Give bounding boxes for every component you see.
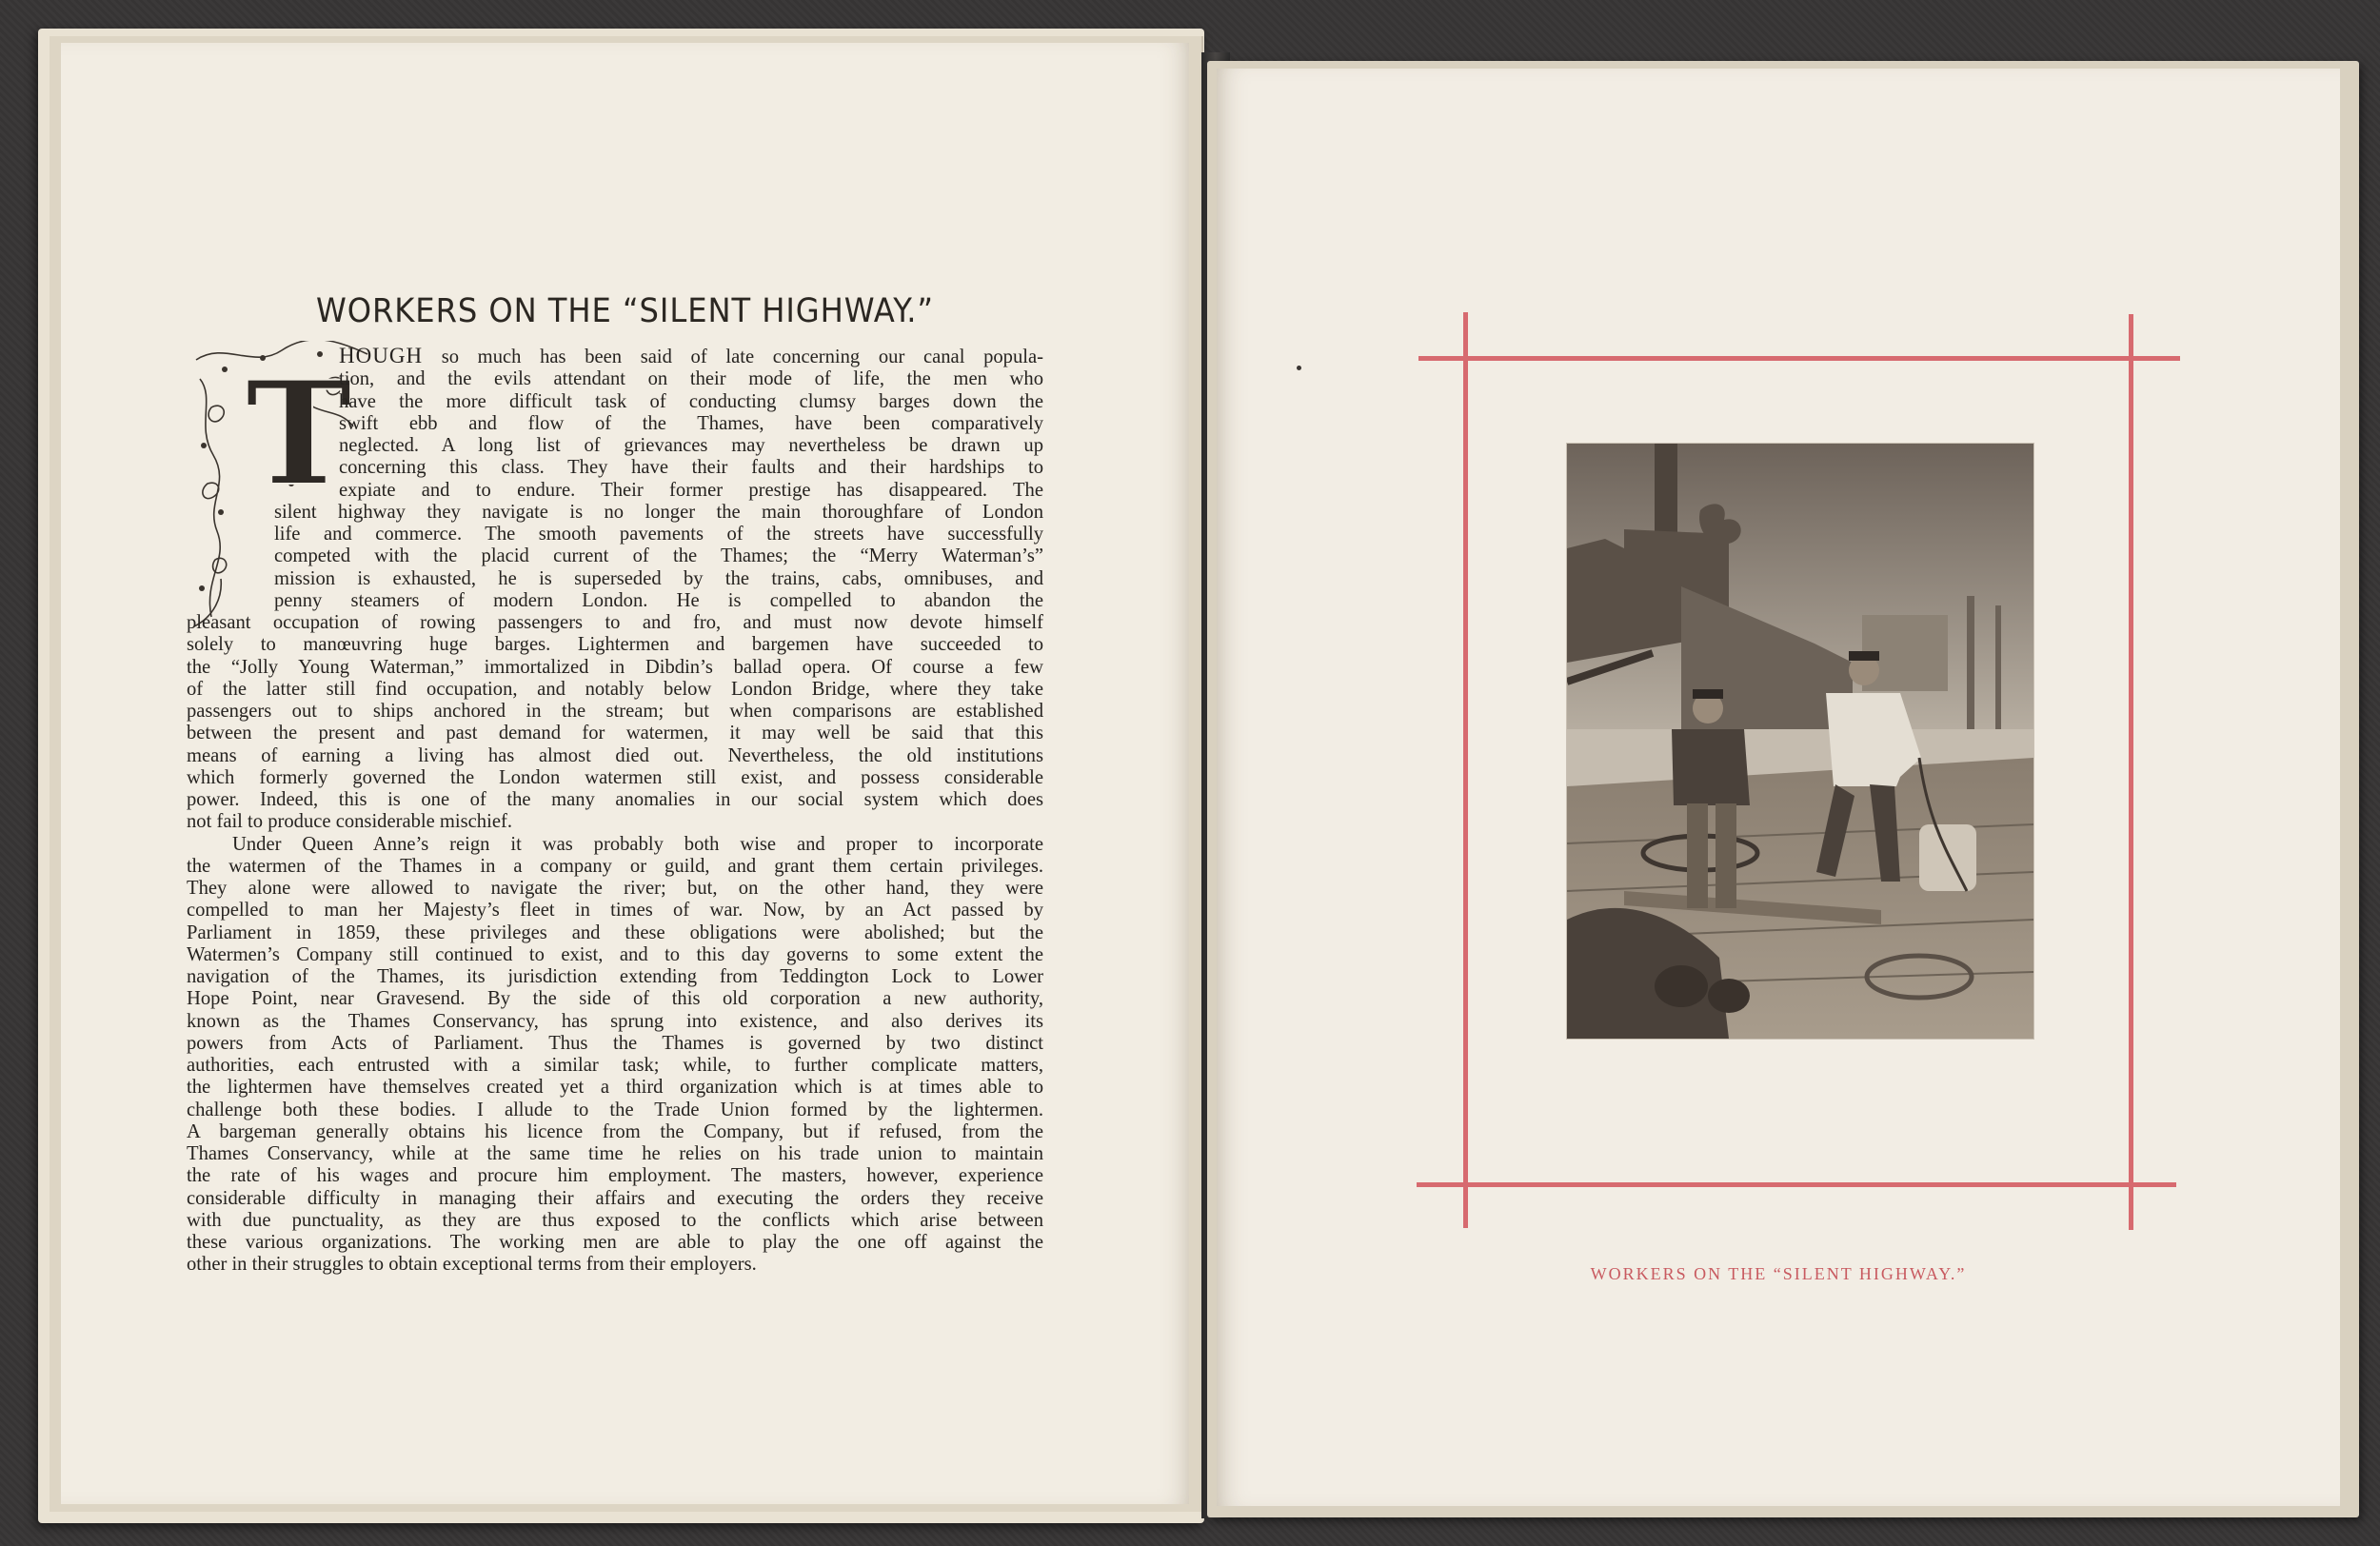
body-line: which formerly governed the London watermen still exist, and possess considerable	[187, 766, 1043, 788]
body-line: the “Jolly Young Waterman,” immortalized in Dibdin’s ballad opera. Of course a few	[187, 656, 1043, 678]
frame-rule-top	[1418, 356, 2180, 361]
frame-rule-left	[1463, 312, 1468, 1228]
body-line: solely to manœuvring huge barges. Lightermen and bargemen have succeeded to	[187, 634, 1043, 656]
body-line: compelled to man her Majesty’s fleet in times of war. Now, by an Act passed by	[187, 900, 1043, 922]
dropcap-letter: T	[246, 350, 352, 518]
body-line: of the latter still find occupation, and notably below London Bridge, where they take	[187, 678, 1043, 700]
body-line: tion, and the evils attendant on their mode of life, the men who	[339, 368, 1043, 390]
body-line: power. Indeed, this is one of the many anomalies in our social system which does	[187, 789, 1043, 810]
body-line: the lightermen have themselves created yet a third organization which is at times able to	[187, 1077, 1043, 1099]
body-line: neglected. A long list of grievances may nevertheless be drawn up	[339, 435, 1043, 456]
body-line: A bargeman generally obtains his licence from the Company, but if refused, from the	[187, 1120, 1043, 1142]
photo-caption: WORKERS ON THE “SILENT HIGHWAY.”	[1590, 1264, 1967, 1283]
body-line: silent highway they navigate is no longer the main thoroughfare of London	[274, 501, 1043, 523]
page-title: WORKERS ON THE “SILENT HIGHWAY.”	[315, 292, 935, 330]
body-line: Hope Point, near Gravesend. By the side of this old corporation a new authority,	[187, 988, 1043, 1010]
body-line: not fail to produce considerable mischief.	[187, 811, 512, 833]
body-line: passengers out to ships anchored in the stream; but when comparisons are established	[187, 701, 1043, 722]
body-line: Thames Conservancy, while at the same time he relies on his trade union to maintain	[187, 1143, 1043, 1164]
frame-rule-right	[2129, 314, 2133, 1230]
frame-rule-bottom	[1417, 1182, 2176, 1187]
body-line: pleasant occupation of rowing passengers to and fro, and must now devote himself	[187, 612, 1043, 633]
photograph-bargemen	[1567, 444, 2033, 1039]
body-line: navigation of the Thames, its jurisdiction extending from Teddington Lock to Lower	[187, 966, 1043, 987]
body-line: between the present and past demand for watermen, it may well be said that this	[187, 723, 1043, 744]
body-line: known as the Thames Conservancy, has sprung into existence, and also derives its	[187, 1010, 1043, 1032]
body-line: They alone were allowed to navigate the river; but, on the other hand, they were	[187, 878, 1043, 899]
body-line: expiate and to endure. Their former prestige has disappeared. The	[339, 479, 1043, 501]
body-line: these various organizations. The working men are able to play the one off against the	[187, 1232, 1043, 1253]
body-line: Watermen’s Company still continued to exist, and to this day governs to some extent the	[187, 943, 1043, 965]
body-line: penny steamers of modern London. He is compelled to abandon the	[274, 589, 1043, 611]
body-line: powers from Acts of Parliament. Thus the Thames is governed by two distinct	[187, 1032, 1043, 1054]
article-body	[187, 345, 1043, 1277]
body-line: the rate of his wages and procure him employment. The masters, however, experience	[187, 1165, 1043, 1187]
body-line: considerable difficulty in managing their affairs and executing the orders they receive	[187, 1187, 1043, 1209]
body-line: other in their struggles to obtain exceptional terms from their employers.	[187, 1254, 757, 1276]
photo-illustration	[1567, 444, 2033, 1039]
body-line: mission is exhausted, he is superseded by the trains, cabs, omnibuses, and	[274, 567, 1043, 589]
body-line: with due punctuality, as they are thus exposed to the conflicts which arise between	[187, 1209, 1043, 1231]
body-line: life and commerce. The smooth pavements of the streets have successfully	[274, 524, 1043, 545]
body-line: competed with the placid current of the Thames; the “Merry Waterman’s”	[274, 545, 1043, 567]
body-line: the watermen of the Thames in a company or guild, and grant them certain privileges.	[187, 855, 1043, 877]
body-line: concerning this class. They have their faults and their hardships to	[339, 457, 1043, 479]
body-line: have the more difficult task of conducting clumsy barges down the	[339, 390, 1043, 412]
body-line: means of earning a living has almost died out. Nevertheless, the old institutions	[187, 744, 1043, 766]
body-line: challenge both these bodies. I allude to the Trade Union formed by the lightermen.	[187, 1099, 1043, 1120]
body-line: Under Queen Anne’s reign it was probably both wise and proper to incorporate	[232, 833, 1043, 855]
body-line: swift ebb and flow of the Thames, have been comparatively	[339, 412, 1043, 434]
body-line: authorities, each entrusted with a similar task; while, to further complicate matters,	[187, 1055, 1043, 1076]
body-line: HOUGH so much has been said of late concerning our canal popula-	[339, 344, 1043, 367]
body-line: Parliament in 1859, these privileges and these obligations were abolished; but the	[187, 922, 1043, 943]
paper-speck	[1297, 366, 1301, 370]
